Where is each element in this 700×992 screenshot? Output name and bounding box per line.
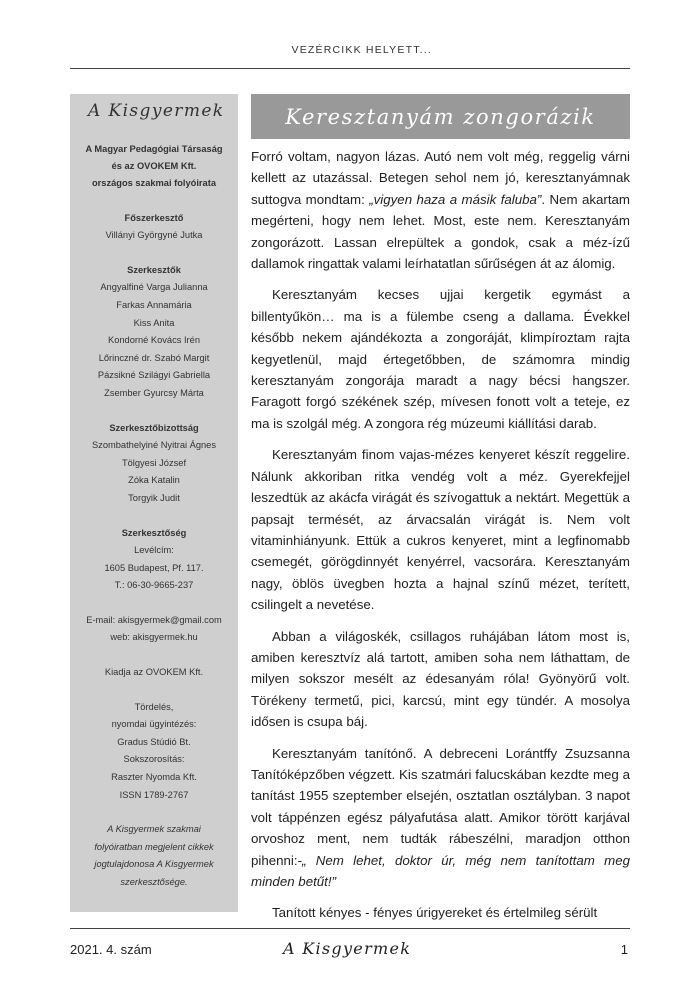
quote: „ Nem lehet, doktor úr, még nem tanítottam meg minden betűt!”	[251, 852, 630, 889]
masthead-sidebar	[70, 94, 238, 912]
copyright-line: szerkesztősége.	[120, 877, 188, 888]
copyright-line: A Kisgyermek szakmai	[107, 824, 201, 835]
intro-line: A Magyar Pedagógiai Társaság	[85, 144, 223, 154]
article-title-banner	[251, 94, 630, 139]
email-link[interactable]: E-mail: akisgyermek@gmail.com	[86, 614, 222, 625]
footer-brand: A Kisgyermek	[283, 939, 412, 958]
page-number: 1	[620, 942, 628, 957]
paragraph: Keresztanyám finom vajas-mézes kenyeret készít reggelire. Nálunk akkoriban ritka vendég volt a méz. Gyerekfejjel leszedtük az akácfa virágát és szívogattuk a nektárt. Megettük a papsajt termését, az árvacsalán virágát is. Nem volt vitaminhiányunk. Ettük a cukros kenyeret, mint a legfinomabb csemegét, görögdinnyét kenyérrel, vacsorára. Keresztanyám nagy, öblös üvegben hozta a hajnal színű mézet, terített, csilingelt a nevetése.	[251, 447, 630, 613]
board-member: Szombathelyiné Nyitrai Ágnes	[91, 440, 217, 451]
paragraph: Abban a világoskék, csillagos ruhájában látom most is, amiben keresztvíz alá tartott, amiben soha nem láthattam, de milyen sokszor mesélt az édesanyám róla! Gyönyörű volt. Törékeny termetű, pici, karcsú, mint egy tündér. A mosolya idősen is csupa báj.	[251, 628, 630, 730]
publisher: Kiadja az OVOKEM Kft.	[104, 667, 204, 678]
production-line: ISSN 1789-2767	[119, 789, 189, 800]
production-info	[74, 699, 234, 805]
editor-name: Angyalfiné Varga Julianna	[100, 282, 208, 293]
editor-name: Zsember Gyurcsy Márta	[104, 387, 204, 398]
paragraph: Tanított kényes - fényes úrigyereket és értelmileg sérült	[272, 905, 598, 921]
article-title: Keresztanyám zongorázik	[285, 104, 596, 129]
copyright-line: jogtulajdonosa A Kisgyermek	[94, 859, 214, 870]
paragraph-text: Keresztanyám tanítónő. A debreceni Lorántffy Zsuzsanna Tanítóképzőben végzett. Kis szatmári falucskában kezdte meg a tanítást 1955 szeptember elsején, osztatlan osztályban. 3 napot volt táppénzen egész pályafutása alatt. Amikor törött karjával orvoshoz ment, nem tudták rábeszélni, maradjon otthon pihenni:-	[251, 745, 630, 868]
office-address	[74, 542, 234, 595]
editor-name: Farkas Annamária	[116, 299, 192, 310]
production-line: nyomdai ügyintézés:	[111, 719, 197, 730]
address-line: 1605 Budapest, Pf. 117.	[104, 562, 204, 573]
production-line: Raszter Nyomda Kft.	[111, 772, 197, 783]
copyright-notice	[74, 821, 234, 891]
editor-name: Lőrinczné dr. Szabó Margit	[98, 352, 210, 363]
board-member: Tölgyesi József	[121, 457, 187, 468]
board-list	[74, 437, 234, 507]
masthead-intro	[74, 141, 234, 193]
editor-in-chief: Villányi Györgyné Jutka	[105, 230, 203, 241]
editor-name: Kondorné Kovács Irén	[108, 335, 200, 346]
paragraph-text: . Nem akartam megérteni, hogy nem lehet. Most, este nem. Keresztanyám zongorázott. Lassan elrepültek a gondok, csak a méz-ízű dallamok ringattak valami leírhatatlan sűrűségen át az álomig.	[251, 191, 630, 272]
paragraph	[251, 743, 630, 893]
editors-heading: Szerkesztők	[127, 264, 181, 275]
paragraph: Keresztanyám kecses ujjai kergetik egymást a billentyűkön… ma is a fülembe cseng a dallama. Évekkel később nekem ajándékozta a zongoráját, klimpíroztam rajta kegyetlenül, majd értegetőbben, de számomra mindig keresztanyám zongorája maradt a nagy bécsi hangszer. Faragott forgó székének szép, mívesen fonott volt a teteje, ez ma is szolgál még. A zongora rég múzeumi kiállítási darab.	[251, 287, 630, 431]
address-line: Levélcím:	[134, 545, 174, 556]
board-heading: Szerkesztőbizottság	[109, 422, 199, 433]
editor-in-chief-heading: Főszerkesztő	[124, 212, 184, 223]
production-line: Sokszorosítás:	[123, 754, 185, 765]
contact-info	[74, 612, 234, 647]
issue-number: 2021. 4. szám	[70, 942, 152, 957]
office-heading: Szerkesztőség	[121, 527, 187, 538]
production-line: Tördelés,	[134, 701, 174, 712]
editors-list	[74, 279, 234, 402]
article-body	[251, 146, 630, 924]
paragraph-text: Forró voltam, nagyon lázas. Autó nem volt még, reggelig várni kellett az utazással. Betegen sehol nem jó, keresztanyámnak suttogva mondtam:	[251, 149, 630, 207]
board-member: Zóka Katalin	[128, 475, 180, 486]
footer-rule	[70, 928, 630, 929]
intro-line: és az OVOKEM Kft.	[111, 161, 197, 172]
address-line: T.: 06-30-9665-237	[114, 580, 194, 591]
copyright-line: folyóiratban megjelent cikkek	[94, 841, 214, 852]
editor-name: Kiss Anita	[133, 317, 175, 328]
editor-name: Pázsikné Szilágyi Gabriella	[97, 370, 211, 381]
web-link[interactable]: web: akisgyermek.hu	[110, 632, 198, 643]
section-label: VEZÉRCIKK HELYETT...	[291, 44, 432, 56]
intro-line: országos szakmai folyóirata	[91, 178, 216, 189]
header-rule	[70, 68, 630, 69]
quote: „vigyen haza a másik faluba”	[369, 191, 542, 207]
paragraph	[251, 146, 630, 274]
masthead-brand: A Kisgyermek	[88, 101, 225, 121]
board-member: Torgyik Judit	[128, 492, 180, 503]
production-line: Gradus Stúdió Bt.	[117, 736, 191, 747]
